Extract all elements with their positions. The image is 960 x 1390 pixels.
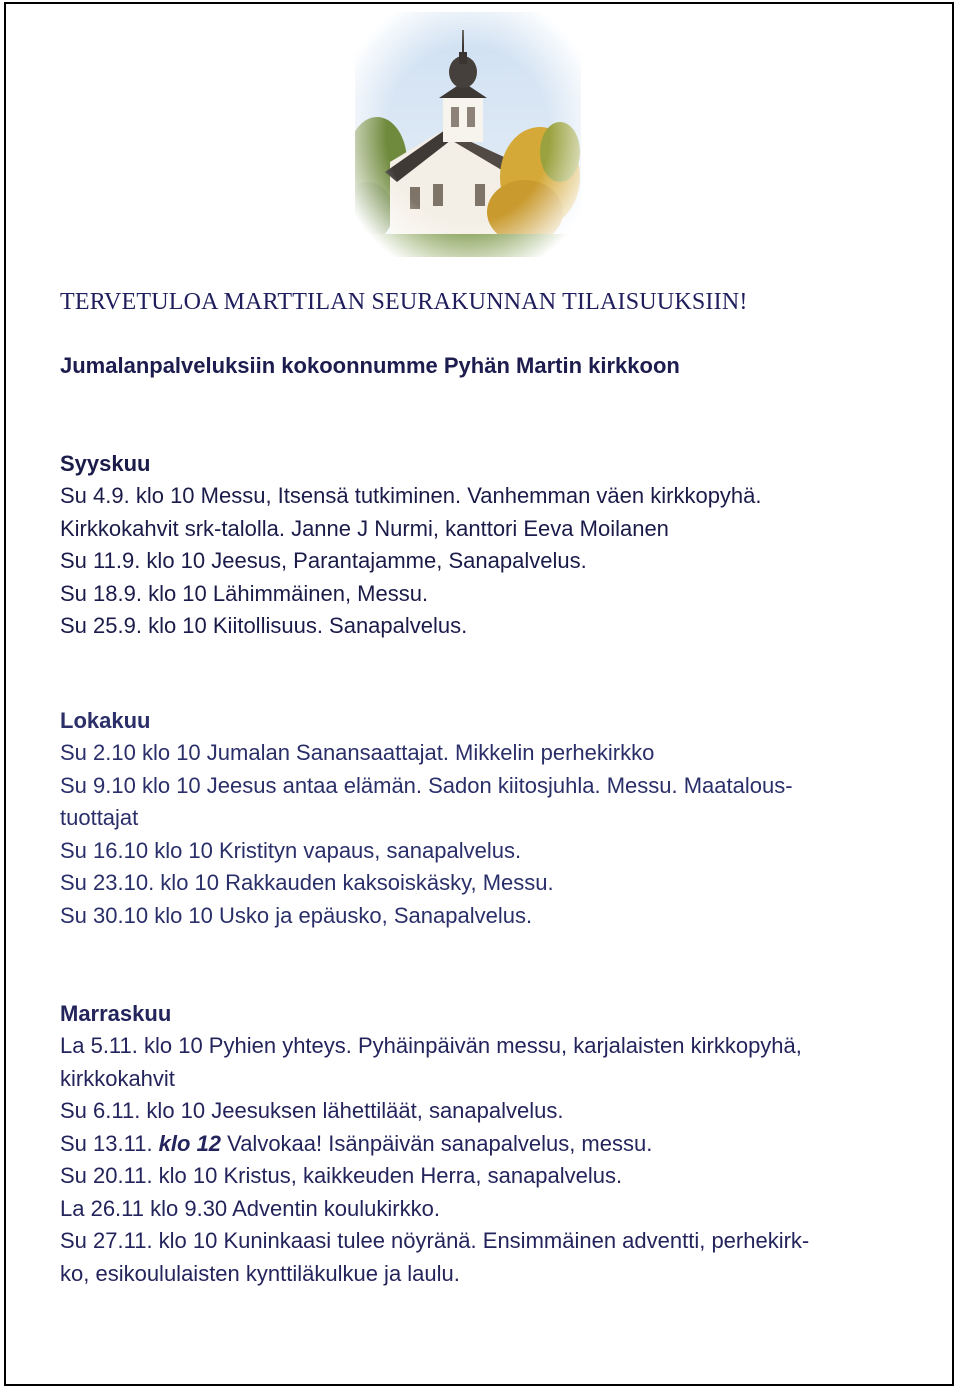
service-entry: Su 2.10 klo 10 Jumalan Sanansaattajat. Mikkelin perhekirkko <box>60 740 655 765</box>
service-entry: Su 20.11. klo 10 Kristus, kaikkeuden Herra, sanapalvelus. <box>60 1163 623 1188</box>
service-entry: Su 23.10. klo 10 Rakkauden kaksoiskäsky, Messu. <box>60 870 554 895</box>
service-entry: Su 27.11. klo 10 Kuninkaasi tulee nöyränä. Ensimmäinen adventti, perhekirk- <box>60 1228 810 1253</box>
service-entry: Su 4.9. klo 10 Messu, Itsensä tutkiminen. Vanhemman väen kirkkopyhä. <box>60 483 762 508</box>
service-entry: Su 25.9. klo 10 Kiitollisuus. Sanapalvelus. <box>60 613 468 638</box>
church-photo <box>355 12 581 257</box>
service-entry: Su 11.9. klo 10 Jeesus, Parantajamme, Sanapalvelus. <box>60 548 587 573</box>
month-title-october: Lokakuu <box>60 708 151 733</box>
service-entry: Su 16.10 klo 10 Kristityn vapaus, sanapalvelus. <box>60 837 522 863</box>
month-title-november: Marraskuu <box>60 1001 172 1026</box>
service-entry: La 26.11 klo 9.30 Adventin koulukirkko. <box>60 1195 440 1221</box>
service-entry: Su 9.10 klo 10 Jeesus antaa elämän. Sadon kiitosjuhla. Messu. Maatalous- <box>60 772 793 798</box>
welcome-heading: TERVETULOA MARTTILAN SEURAKUNNAN TILAISUUKSIIN! <box>60 289 748 315</box>
month-title-september: Syyskuu <box>60 451 151 476</box>
service-entry: Kirkkokahvit srk-talolla. Janne J Nurmi, kanttori Eeva Moilanen <box>60 515 669 541</box>
service-entry-13-11 <box>60 1128 920 1161</box>
section-november <box>60 998 920 1290</box>
entry-time-emphasis: klo 12 <box>158 1130 222 1156</box>
service-entry: Su 30.10 klo 10 Usko ja epäusko, Sanapalvelus. <box>60 902 533 928</box>
section-september <box>60 448 920 643</box>
service-entry: kirkkokahvit <box>60 1065 175 1091</box>
section-october <box>60 705 920 932</box>
entry-description: Valvokaa! Isänpäivän sanapalvelus, messu. <box>221 1130 653 1156</box>
entry-date: Su 13.11. <box>60 1130 159 1156</box>
service-entry: La 5.11. klo 10 Pyhien yhteys. Pyhäinpäivän messu, karjalaisten kirkkopyhä, <box>60 1033 802 1058</box>
service-entry: Su 18.9. klo 10 Lähimmäinen, Messu. <box>60 580 429 606</box>
service-entry: Su 6.11. klo 10 Jeesuksen lähettiläät, sanapalvelus. <box>60 1098 564 1123</box>
service-entry: ko, esikoululaisten kynttiläkulkue ja laulu. <box>60 1260 460 1286</box>
intro-text: Jumalanpalveluksiin kokoonnumme Pyhän Martin kirkkoon <box>60 353 680 378</box>
service-entry: tuottajat <box>60 805 139 830</box>
